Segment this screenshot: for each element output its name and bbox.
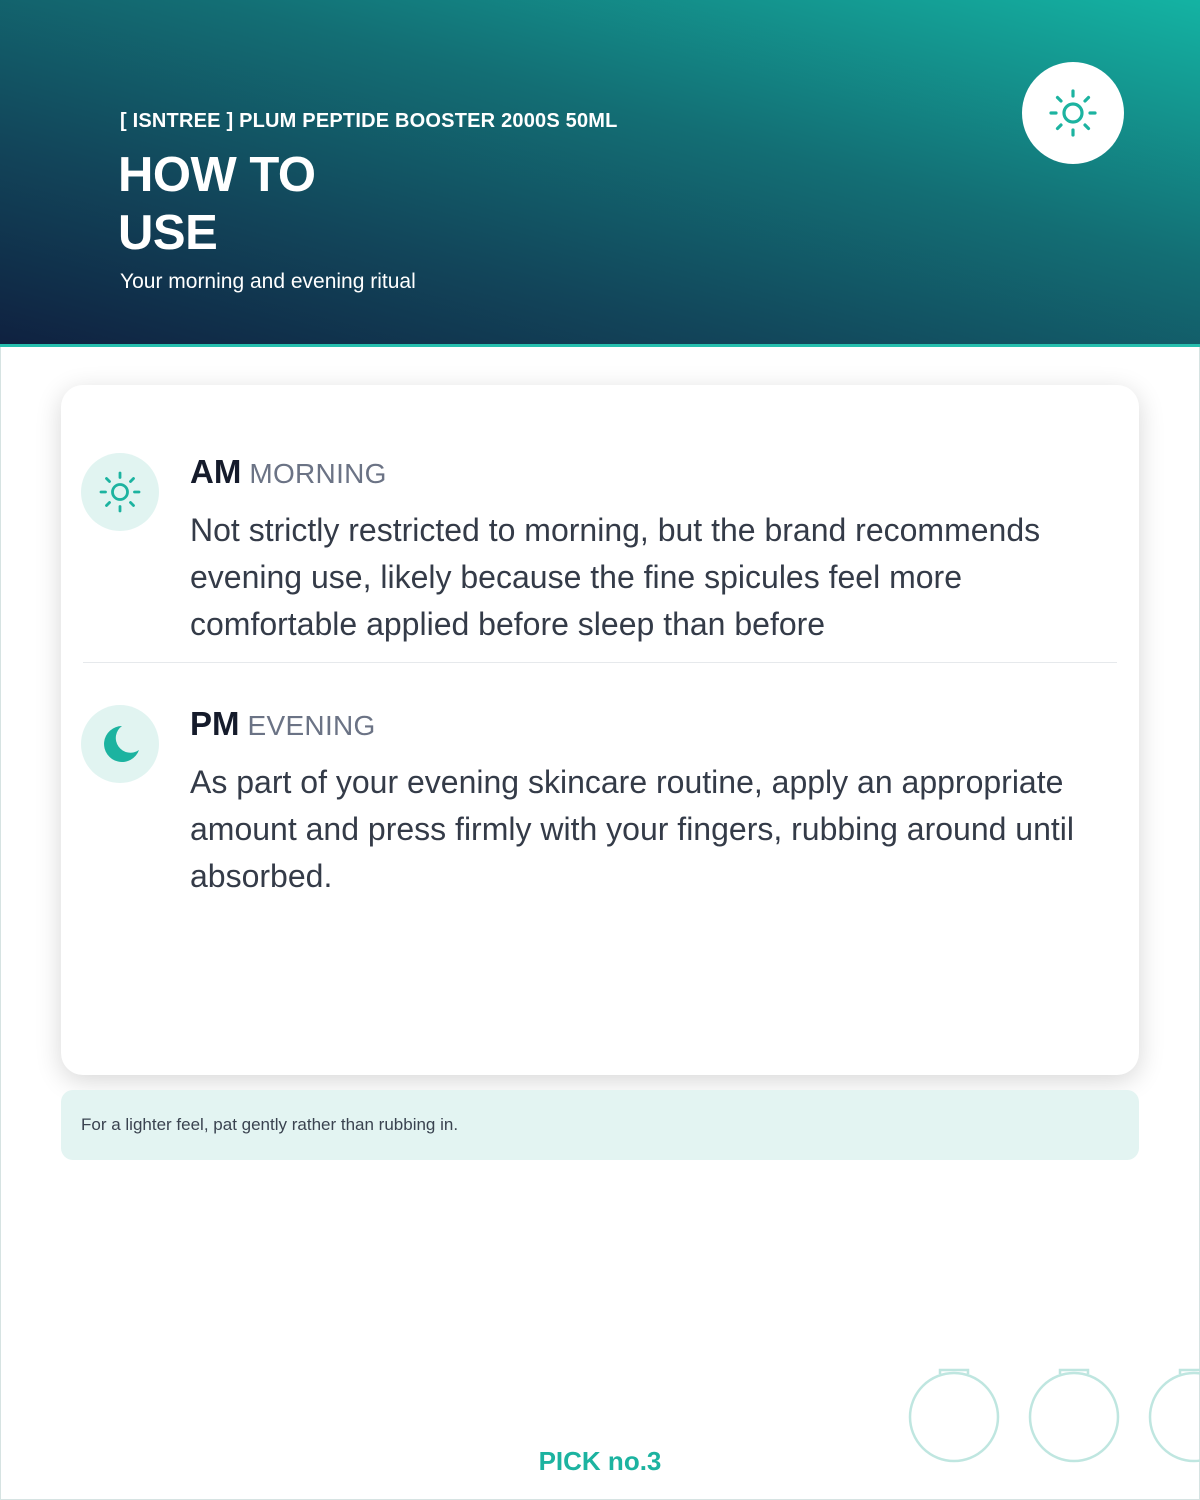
- header-banner: [0, 0, 1200, 344]
- row-divider: [83, 662, 1117, 663]
- pm-icon-badge: [81, 705, 159, 783]
- pm-label: EVENING: [247, 710, 376, 741]
- routine-card: [61, 385, 1139, 1075]
- pm-description: As part of your evening skincare routine, apply an appropriate amount and press firmly with your fingers, rubbing around until absorbed.: [190, 764, 1074, 894]
- tip-box: [61, 1090, 1139, 1160]
- sun-icon: [1045, 85, 1101, 141]
- header-accent-line: [0, 344, 1200, 347]
- pick-number: PICK no.3: [538, 1446, 662, 1476]
- moon-icon: [96, 720, 144, 768]
- tip-text: For a lighter feel, pat gently rather than rubbing in.: [81, 1115, 459, 1134]
- product-name: [ ISNTREE ] PLUM PEPTIDE BOOSTER 2000S 50ML: [120, 110, 618, 132]
- title-line-2: USE: [118, 206, 218, 260]
- am-label: MORNING: [249, 458, 387, 489]
- am-heading: [190, 453, 387, 491]
- header-sun-badge: [1022, 62, 1124, 164]
- page-title: [118, 146, 718, 262]
- pm-heading: [190, 705, 376, 743]
- pm-tag: PM: [190, 705, 240, 742]
- am-icon-badge: [81, 453, 159, 531]
- am-description: Not strictly restricted to morning, but the brand recommends evening use, likely because the fine spicules feel more comfortable applied before sleep than before: [190, 512, 1041, 642]
- title-line-1: HOW TO: [118, 148, 316, 202]
- am-tag: AM: [190, 453, 242, 490]
- sun-icon: [96, 468, 144, 516]
- page-subtitle: Your morning and evening ritual: [120, 270, 416, 293]
